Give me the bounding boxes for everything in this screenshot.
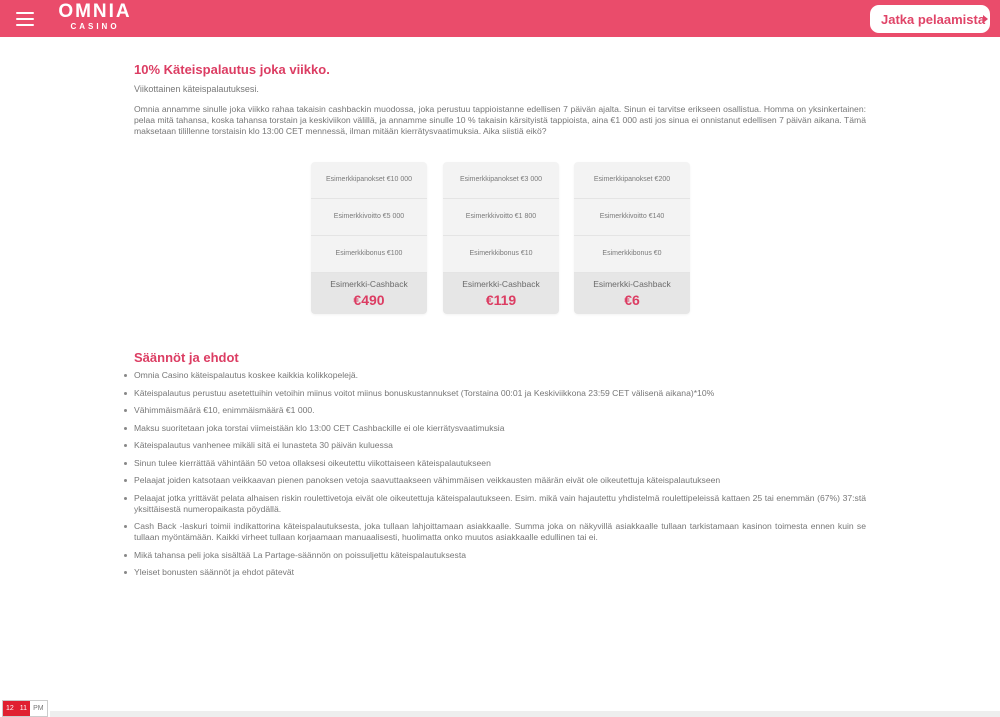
example-cashback-box — [574, 273, 690, 314]
rule-item: Sinun tulee kierrättää vähintään 50 vetoa ollaksesi oikeutettu viikottaiseen käteispalautukseen — [134, 458, 866, 469]
example-cards — [311, 162, 691, 314]
rule-item: Cash Back -laskuri toimii indikattorina käteispalautuksesta, joka tullaan lahjoittamaan asiakkaalle. Summa joka on näkyvillä asiakkaalle tullaan tarkistamaan kasinon toimesta ennen kuin se tullaan myöntämään. Kaikki virheet tullaan korjaamaan manuaalisesti, huolimatta onko muutos asiakkaalle edullinen tai ei. — [134, 521, 866, 542]
promo-subtitle: Viikottainen käteispalautuksesi. — [134, 84, 259, 94]
example-cashback-label: Esimerkki-Cashback — [462, 279, 540, 289]
continue-playing-button[interactable] — [870, 5, 990, 33]
example-cashback-box — [443, 273, 559, 314]
example-cashback-amount: €6 — [624, 292, 640, 308]
example-bonus: Esimerkkibonus €10 — [443, 236, 559, 273]
rules-title: Säännöt ja ehdot — [134, 350, 239, 365]
menu-icon[interactable] — [16, 10, 34, 26]
example-cashback-amount: €119 — [485, 292, 517, 308]
clock-widget — [2, 700, 48, 717]
rule-item: Mikä tahansa peli joka sisältää La Partage-säännön on poissuljettu käteispalautuksesta — [134, 550, 866, 561]
example-cashback-box — [311, 273, 427, 314]
clock-hour: 12 — [3, 701, 17, 716]
rules-section — [134, 350, 866, 585]
example-card — [574, 162, 690, 314]
rules-list — [134, 370, 866, 578]
top-bar — [0, 0, 1000, 37]
example-winnings: Esimerkkivoitto €1 800 — [443, 199, 559, 236]
rule-item: Pelaajat jotka yrittävät pelata alhaisen riskin roulettivetoja eivät ole oikeutettuja käteispalautukseen. Esim. mikä vain hajautettu yhdistelmä roulettipeleissä kattaen 25 tai enemmän (67%) 37:stä yksittäisestä numeropaikasta pöydällä. — [134, 492, 866, 514]
rule-item: Omnia Casino käteispalautus koskee kaikkia kolikkopelejä. — [134, 370, 866, 381]
example-bonus: Esimerkkibonus €100 — [311, 236, 427, 273]
example-cashback-label: Esimerkki-Cashback — [330, 279, 408, 289]
example-cashback-amount: €490 — [353, 292, 385, 308]
play-arrow-icon — [983, 15, 988, 23]
logo-name: OMNIA — [58, 1, 132, 22]
promo-description: Omnia annamme sinulle joka viikko rahaa takaisin cashbackin muodossa, joka perustuu tappioistanne edellisen 7 päivän ajalta. Sinun ei tarvitse erikseen osallistua. Homma on yksinkertainen: pelaa mitä tahansa, koska tahansa torstain ja keskiviikon välillä, ja annamme sinulle 10 % takaisin kärsityistä tappioista, aina €1 000 asti jos sinua ei onnistanut edellisen 7 päivän aikana. Tämä maksetaan tilillenne torstaisin klo 13:00 CET mennessä, ilman mitään kierrätysvaatimuksia. Aika siistiä eikö? — [134, 104, 866, 136]
clock-minute: 11 — [17, 701, 30, 716]
example-bonus: Esimerkkibonus €0 — [574, 236, 690, 273]
rule-item: Käteispalautus perustuu asetettuihin vetoihin miinus voitot miinus bonuskustannukset (Torstaina 00:01 ja Keskiviikkona 23:59 CET välisenä aikana)*10% — [134, 388, 866, 399]
logo-sub: CASINO — [70, 22, 120, 31]
promo-title: 10% Käteispalautus joka viikko. — [134, 62, 330, 77]
rule-item: Vähimmäismäärä €10, enimmäismäärä €1 000. — [134, 405, 866, 416]
rule-item: Yleiset bonusten säännöt ja ehdot pätevät — [134, 567, 866, 578]
omnia-casino-logo[interactable] — [52, 2, 138, 32]
clock-period: PM — [33, 705, 44, 712]
rule-item: Käteispalautus vanhenee mikäli sitä ei lunasteta 30 päivän kuluessa — [134, 440, 866, 451]
example-winnings: Esimerkkivoitto €140 — [574, 199, 690, 236]
example-card — [311, 162, 427, 314]
example-stakes: Esimerkkipanokset €3 000 — [443, 162, 559, 199]
example-stakes: Esimerkkipanokset €200 — [574, 162, 690, 199]
example-card — [443, 162, 559, 314]
rule-item: Pelaajat joiden katsotaan veikkaavan pienen panoksen vetoja saavuttaakseen vähimmäisen veikkausten määrän eivät ole oikeutettuja käteispalautukseen — [134, 475, 866, 486]
example-winnings: Esimerkkivoitto €5 000 — [311, 199, 427, 236]
promo-section — [134, 62, 866, 137]
example-stakes: Esimerkkipanokset €10 000 — [311, 162, 427, 199]
rule-item: Maksu suoritetaan joka torstai viimeistään klo 13:00 CET Cashbackille ei ole kierrätysvaatimuksia — [134, 423, 866, 434]
example-cashback-label: Esimerkki-Cashback — [593, 279, 671, 289]
bottom-scrollbar[interactable] — [50, 711, 1000, 717]
continue-playing-label: Jatka pelaamista — [881, 12, 986, 27]
